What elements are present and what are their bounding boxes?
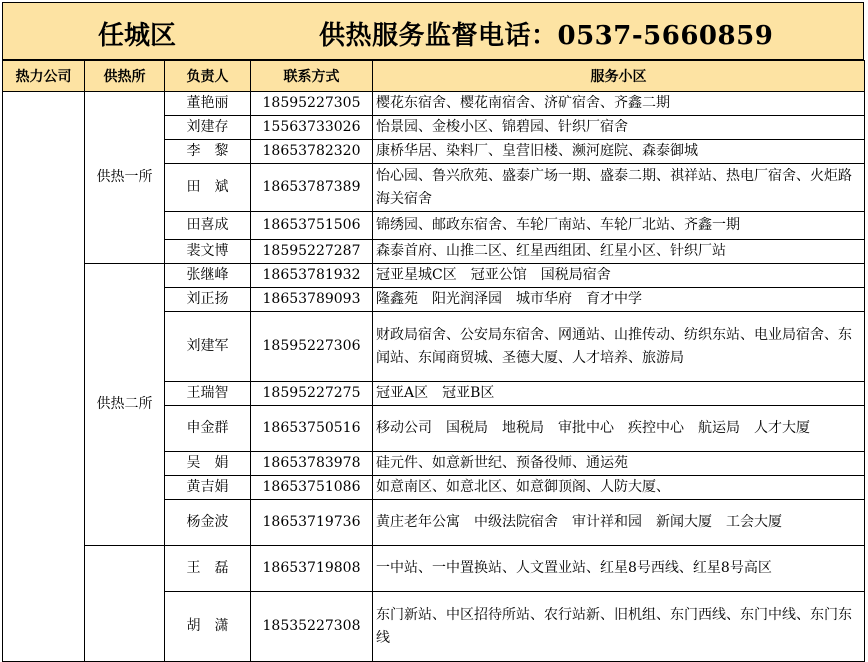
areas-cell[interactable]: 硅元件、如意新世纪、预备役师、通运苑	[373, 452, 865, 476]
phone-cell[interactable]: 18595227287	[251, 240, 373, 264]
areas-cell[interactable]: 怡景园、金梭小区、锦碧园、针织厂宿舍	[373, 116, 865, 140]
table-row	[3, 92, 865, 116]
person-cell[interactable]: 李 黎	[165, 140, 251, 164]
areas-cell[interactable]: 冠亚A区 冠亚B区	[373, 382, 865, 406]
table-row	[3, 546, 865, 592]
phone-cell[interactable]: 18595227305	[251, 92, 373, 116]
phone-cell[interactable]: 18653782320	[251, 140, 373, 164]
table-row	[3, 264, 865, 288]
areas-cell[interactable]: 锦绣园、邮政东宿舍、车轮厂南站、车轮厂北站、齐鑫一期	[373, 212, 865, 240]
phone-cell[interactable]: 18653751506	[251, 212, 373, 240]
areas-cell[interactable]: 黄庄老年公寓 中级法院宿舍 审计祥和园 新闻大厦 工会大厦	[373, 500, 865, 546]
areas-cell[interactable]: 隆鑫苑 阳光润泽园 城市华府 育才中学	[373, 288, 865, 312]
station-cell[interactable]: 供热二所	[85, 264, 165, 546]
areas-cell[interactable]: 樱花东宿舍、樱花南宿舍、济矿宿舍、齐鑫二期	[373, 92, 865, 116]
column-header-person[interactable]: 负责人	[165, 61, 251, 92]
phone-cell[interactable]: 18653719736	[251, 500, 373, 546]
station-cell[interactable]: 供热一所	[85, 92, 165, 264]
person-cell[interactable]: 杨金波	[165, 500, 251, 546]
column-header-company[interactable]: 热力公司	[3, 61, 85, 92]
areas-cell[interactable]: 一中站、一中置换站、人文置业站、红星8号西线、红星8号高区	[373, 546, 865, 592]
phone-cell[interactable]: 18653789093	[251, 288, 373, 312]
person-cell[interactable]: 刘正扬	[165, 288, 251, 312]
phone-cell[interactable]: 18595227275	[251, 382, 373, 406]
person-cell[interactable]: 黄吉娟	[165, 476, 251, 500]
district-title: 任城区	[98, 21, 177, 51]
areas-cell[interactable]: 康桥华居、染料厂、皇营旧楼、濒河庭院、森泰御城	[373, 140, 865, 164]
phone-cell[interactable]: 18535227308	[251, 592, 373, 662]
person-cell[interactable]: 胡 潇	[165, 592, 251, 662]
person-cell[interactable]: 田喜成	[165, 212, 251, 240]
person-cell[interactable]: 刘建军	[165, 312, 251, 382]
phone-cell[interactable]: 18595227306	[251, 312, 373, 382]
areas-cell[interactable]: 怡心园、鲁兴欣苑、盛泰广场一期、盛泰二期、祺祥站、热电厂宿舍、火炬路海关宿舍	[373, 164, 865, 212]
areas-cell[interactable]: 森泰首府、山推二区、红星西组团、红星小区、针织厂站	[373, 240, 865, 264]
station-cell[interactable]	[85, 546, 165, 662]
company-cell[interactable]	[3, 92, 85, 662]
areas-cell[interactable]: 如意南区、如意北区、如意御顶阁、人防大厦、	[373, 476, 865, 500]
areas-cell[interactable]: 东门新站、中区招待所站、农行站新、旧机组、东门西线、东门中线、东门东线	[373, 592, 865, 662]
areas-cell[interactable]: 冠亚星城C区 冠亚公馆 国税局宿舍	[373, 264, 865, 288]
person-cell[interactable]: 王 磊	[165, 546, 251, 592]
person-cell[interactable]: 张继峰	[165, 264, 251, 288]
hotline-title: 供热服务监督电话：0537-5660859	[319, 21, 774, 51]
phone-cell[interactable]: 18653750516	[251, 406, 373, 452]
person-cell[interactable]: 裴文博	[165, 240, 251, 264]
phone-cell[interactable]: 18653719808	[251, 546, 373, 592]
heating-service-table	[2, 60, 865, 662]
person-cell[interactable]: 田 斌	[165, 164, 251, 212]
phone-cell[interactable]: 18653783978	[251, 452, 373, 476]
table-header-row	[3, 61, 865, 92]
column-header-areas[interactable]: 服务小区	[373, 61, 865, 92]
title-row	[2, 2, 864, 60]
areas-cell[interactable]: 财政局宿舍、公安局东宿舍、网通站、山推传动、纺织东站、电业局宿舍、东闻站、东闻商贸城、圣德大厦、人才培养、旅游局	[373, 312, 865, 382]
phone-cell[interactable]: 18653787389	[251, 164, 373, 212]
areas-cell[interactable]: 移动公司 国税局 地税局 审批中心 疾控中心 航运局 人才大厦	[373, 406, 865, 452]
person-cell[interactable]: 刘建存	[165, 116, 251, 140]
column-header-contact[interactable]: 联系方式	[251, 61, 373, 92]
phone-cell[interactable]: 18653781932	[251, 264, 373, 288]
column-header-station[interactable]: 供热所	[85, 61, 165, 92]
person-cell[interactable]: 王瑞智	[165, 382, 251, 406]
phone-cell[interactable]: 15563733026	[251, 116, 373, 140]
phone-cell[interactable]: 18653751086	[251, 476, 373, 500]
person-cell[interactable]: 董艳丽	[165, 92, 251, 116]
person-cell[interactable]: 吴 娟	[165, 452, 251, 476]
person-cell[interactable]: 申金群	[165, 406, 251, 452]
